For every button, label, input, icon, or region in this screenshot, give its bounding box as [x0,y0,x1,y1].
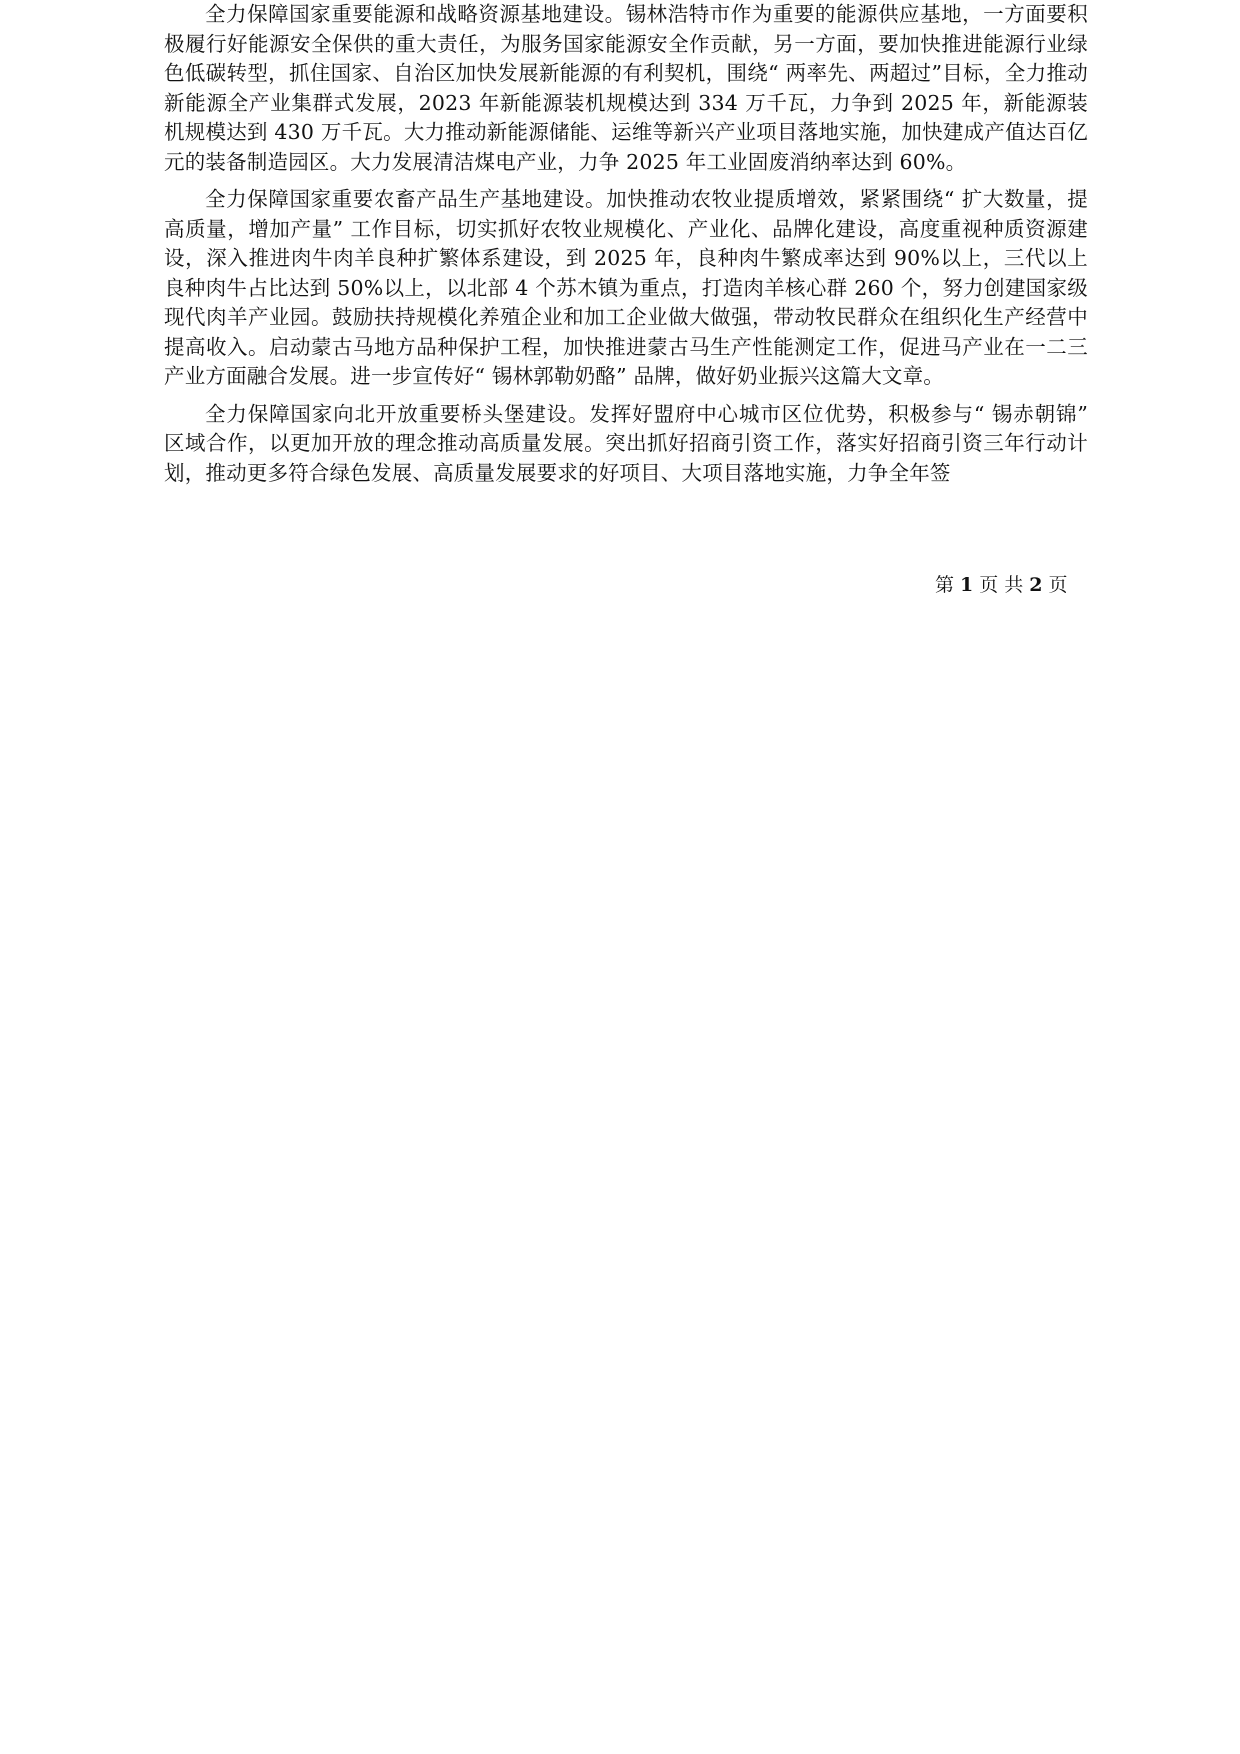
paragraph-energy-base: 全力保障国家重要能源和战略资源基地建设。锡林浩特市作为重要的能源供应基地，一方面要积极履行好能源安全保供的重大责任，为服务国家能源安全作贡献，另一方面，要加快推进能源行业绿色低碳转型，抓住国家、自治区加快发展新能源的有利契机，围绕“ 两率先、两超过”目标，全力推动新能源全产业集群式发展，2023 年新能源装机规模达到 334 万千瓦，力争到 2025 年，新能源装机规模达到 430 万千瓦。大力推动新能源储能、运维等新兴产业项目落地实施，加快建成产值达百亿元的装备制造园区。大力发展清洁煤电产业，力争 2025 年工业固废消纳率达到 60%。 [164,2,1088,174]
paragraph-agriculture-base: 全力保障国家重要农畜产品生产基地建设。加快推动农牧业提质增效，紧紧围绕“ 扩大数量，提高质量，增加产量” 工作目标，切实抓好农牧业规模化、产业化、品牌化建设，高度重视种质资源建设，深入推进肉牛肉羊良种扩繁体系建设，到 2025 年，良种肉牛繁成率达到 90%以上，三代以上良种肉牛占比达到 50%以上，以北部 4 个苏木镇为重点，打造肉羊核心群 260 个，努力创建国家级现代肉羊产业园。鼓励扶持规模化养殖企业和加工企业做大做强，带动牧民群众在组织化生产经营中提高收入。启动蒙古马地方品种保护工程，加快推进蒙古马生产性能测定工作，促进马产业在一二三产业方面融合发展。进一步宣传好“ 锡林郭勒奶酪” 品牌，做好奶业振兴这篇大文章。 [164,187,1088,388]
current-page-number: 1 [960,574,974,596]
paragraph-opening-north: 全力保障国家向北开放重要桥头堡建设。发挥好盟府中心城市区位优势，积极参与“ 锡赤朝锦” 区域合作，以更加开放的理念推动高质量发展。突出抓好招商引资工作，落实好招商引资三年行动计划，推动更多符合绿色发展、高质量发展要求的好项目、大项目落地实施，力争全年签 [164,401,1088,485]
page-footer [935,572,1068,598]
body-text [164,0,1088,496]
footer-middle: 页 共 [979,574,1024,596]
total-page-number: 2 [1029,574,1043,596]
footer-suffix: 页 [1048,574,1068,596]
footer-prefix: 第 [935,574,955,596]
